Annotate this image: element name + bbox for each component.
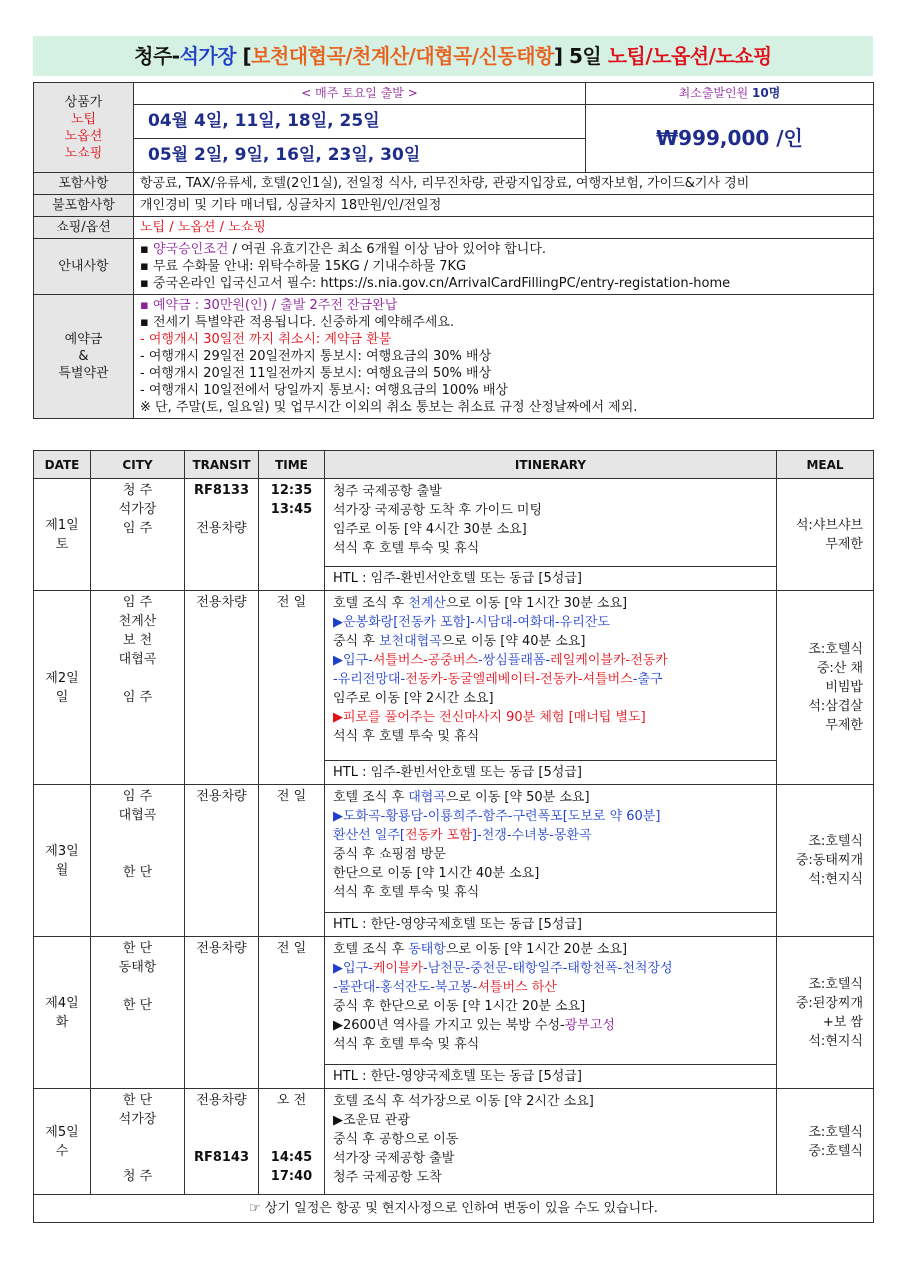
day-weekday: 화 bbox=[55, 1014, 69, 1030]
meal: 석:삼겹살 bbox=[808, 699, 863, 714]
guide-item bbox=[140, 241, 867, 258]
day1-time bbox=[259, 479, 325, 591]
day2-meal bbox=[777, 591, 874, 785]
day5-transit bbox=[185, 1089, 259, 1195]
itinerary-line: 석가장 국제공항 출발 bbox=[333, 1151, 455, 1166]
itinerary-line: ▶조운묘 관광 bbox=[333, 1113, 410, 1128]
itinerary-line: 중식 후 한단으로 이동 [약 1시간 20분 소요] bbox=[333, 999, 586, 1014]
cancel-rule: - 여행개시 20일전 11일전까지 통보시: 여행요금의 50% 배상 bbox=[140, 366, 492, 381]
deposit-amount: ▪ 예약금 : 30만원(인) / 출발 2주전 잔금완납 bbox=[140, 297, 867, 314]
guide-passport: / 여권 유효기간은 최소 6개월 이상 남아 있어야 합니다. bbox=[228, 242, 547, 257]
itinerary-line bbox=[333, 1016, 770, 1035]
day1-cities bbox=[91, 479, 185, 591]
text: 호텔 조식 후 bbox=[333, 942, 409, 957]
product-tag-notip: 노팁 bbox=[70, 111, 97, 127]
day3-date bbox=[34, 785, 91, 937]
day4-time: 전 일 bbox=[259, 937, 325, 1089]
special-terms-label: 특별약관 bbox=[58, 366, 109, 381]
transport-name: 셔틀버스 하산 bbox=[477, 980, 557, 995]
itinerary-line: 석식 후 호텔 투숙 및 휴식 bbox=[333, 885, 480, 900]
city: 임 주 bbox=[122, 595, 153, 610]
text: 으로 이동 [약 50분 소요] bbox=[445, 790, 590, 805]
min-pax-cell bbox=[586, 83, 874, 105]
deposit-label-cell bbox=[34, 295, 134, 419]
day4-transit: 전용차량 bbox=[185, 937, 259, 1089]
city: 청 주 bbox=[122, 483, 153, 498]
transport-name: 전동카-동굴엘레베이터-전동카-셔틀버스 bbox=[405, 672, 633, 687]
guide-cell bbox=[134, 239, 874, 295]
meal: 조:호텔식 bbox=[808, 976, 863, 992]
text: -출구 bbox=[632, 672, 663, 687]
deposit-label: 예약금 bbox=[64, 332, 103, 347]
text: 으로 이동 [약 1시간 30분 소요] bbox=[445, 596, 628, 611]
day-number: 제3일 bbox=[45, 843, 79, 859]
guide-item: ▪ 중국온라인 입국신고서 필수: https://s.nia.gov.cn/ArrivalCardFillingPC/entry-registation-home bbox=[140, 275, 867, 292]
header-meal: MEAL bbox=[777, 451, 874, 479]
price: ₩999,000 /인 bbox=[586, 105, 874, 173]
itinerary-line: 석가장 국제공항 도착 후 가이드 미팅 bbox=[333, 503, 543, 518]
time: 12:35 bbox=[270, 483, 313, 498]
text: 으로 이동 [약 1시간 20분 소요] bbox=[445, 942, 628, 957]
transport-name: 레일케이블카-전동카 bbox=[550, 653, 668, 668]
deposit-label-amp: & bbox=[78, 349, 89, 364]
title-sights: 보천대협곡/천계산/대협곡/신동태항 bbox=[251, 44, 554, 68]
itinerary-line: ▶도화곡-황룡담-이룡희주-함주-구련폭포[도보로 약 60분] bbox=[333, 809, 661, 824]
time: 오 전 bbox=[276, 1093, 307, 1108]
day3-time: 전 일 bbox=[259, 785, 325, 937]
transport-name: 전동카 포함 bbox=[405, 828, 472, 843]
day4-cities bbox=[91, 937, 185, 1089]
city: 석가장 bbox=[118, 502, 157, 517]
itinerary-line bbox=[333, 594, 770, 613]
meal: 조:호텔식 bbox=[808, 642, 863, 657]
day2-itinerary bbox=[325, 591, 777, 761]
departure-info: < 매주 토요일 출발 > bbox=[134, 83, 586, 105]
title-origin: 청주- bbox=[134, 44, 180, 68]
meal: 석:현지식 bbox=[808, 872, 863, 887]
city: 한 단 bbox=[122, 998, 153, 1013]
meal: 조:호텔식 bbox=[808, 1124, 863, 1140]
time: 13:45 bbox=[270, 502, 313, 517]
city: 한 단 bbox=[122, 1093, 153, 1108]
itinerary-line bbox=[333, 670, 770, 689]
day3-transit: 전용차량 bbox=[185, 785, 259, 937]
meal: 중:된장찌개 bbox=[795, 995, 863, 1011]
title-bracket-open: [ bbox=[236, 44, 252, 68]
day5-date bbox=[34, 1089, 91, 1195]
day5-itinerary bbox=[325, 1089, 777, 1195]
day1-itinerary bbox=[325, 479, 777, 567]
text: ▶2600년 역사를 가지고 있는 북방 수성- bbox=[333, 1018, 565, 1033]
day1-meal bbox=[777, 479, 874, 591]
header-date: DATE bbox=[34, 451, 91, 479]
text: 호텔 조식 후 bbox=[333, 596, 409, 611]
itinerary-line: 중식 후 공항으로 이동 bbox=[333, 1132, 459, 1147]
day2-cities bbox=[91, 591, 185, 785]
cancel-rule: - 여행개시 29일전 20일전까지 통보시: 여행요금의 30% 배상 bbox=[140, 349, 492, 364]
meal: 중:산 채 bbox=[816, 661, 863, 676]
sight-name: 보천대협곡 bbox=[378, 634, 442, 649]
day3-itinerary bbox=[325, 785, 777, 913]
itinerary-line: 한단으로 이동 [약 1시간 40분 소요] bbox=[333, 866, 540, 881]
city: 석가장 bbox=[118, 1112, 157, 1127]
text: -쌍심플래폼- bbox=[477, 653, 551, 668]
day1-date bbox=[34, 479, 91, 591]
product-info-table bbox=[33, 82, 874, 419]
day4-date bbox=[34, 937, 91, 1089]
city: 보 천 bbox=[122, 633, 153, 648]
day-weekday: 토 bbox=[55, 536, 69, 552]
day2-hotel: HTL : 임주-환빈서안호텔 또는 동급 [5성급] bbox=[325, 761, 777, 785]
guide-approval: 양국승인조건 bbox=[152, 242, 229, 257]
day2-transit: 전용차량 bbox=[185, 591, 259, 785]
day2-date bbox=[34, 591, 91, 785]
day2-time: 전 일 bbox=[259, 591, 325, 785]
deposit-cell bbox=[134, 295, 874, 419]
meal: 중:동태찌개 bbox=[795, 853, 863, 868]
header-itinerary: ITINERARY bbox=[325, 451, 777, 479]
title-duration: ] 5일 bbox=[553, 44, 608, 68]
itinerary-line: 호텔 조식 후 석가장으로 이동 [약 2시간 소요] bbox=[333, 1094, 594, 1109]
city: 임 주 bbox=[122, 521, 153, 536]
city: 임 주 bbox=[122, 789, 153, 804]
text: -불관대-홍석잔도-북고봉- bbox=[333, 980, 478, 995]
itinerary-table bbox=[33, 450, 874, 1223]
day3-cities bbox=[91, 785, 185, 937]
include-label: 포함사항 bbox=[34, 173, 134, 195]
day5-time bbox=[259, 1089, 325, 1195]
header-city: CITY bbox=[91, 451, 185, 479]
product-tag-noshopping: 노쇼핑 bbox=[64, 145, 103, 161]
product-price-label-cell bbox=[34, 83, 134, 173]
city: 임 주 bbox=[122, 690, 153, 705]
itinerary-line: 석식 후 호텔 투숙 및 휴식 bbox=[333, 1037, 480, 1052]
page-title bbox=[33, 36, 873, 76]
meal: 비빔밥 bbox=[825, 680, 863, 695]
min-pax-label: 최소출발인원 bbox=[678, 86, 753, 100]
meal: 중:호텔식 bbox=[808, 1143, 863, 1159]
day1-hotel: HTL : 임주-환빈서안호텔 또는 동급 [5성급] bbox=[325, 567, 777, 591]
itinerary-line: 임주로 이동 [약 4시간 30분 소요] bbox=[333, 522, 527, 537]
itinerary-line bbox=[333, 978, 770, 997]
itinerary-line: 임주로 이동 [약 2시간 소요] bbox=[333, 691, 494, 706]
day5-cities bbox=[91, 1089, 185, 1195]
city: 한 단 bbox=[122, 941, 153, 956]
day1-transit bbox=[185, 479, 259, 591]
text: ▶입구- bbox=[333, 961, 373, 976]
day3-meal bbox=[777, 785, 874, 937]
guide-list bbox=[140, 241, 867, 292]
time: 14:45 bbox=[270, 1150, 313, 1165]
meal: 석:현지식 bbox=[808, 1033, 863, 1049]
meal: 석:샤브샤브 bbox=[795, 517, 863, 533]
include-text: 항공료, TAX/유류세, 호텔(2인1실), 전일정 식사, 리무진차량, 관광지입장료, 여행자보험, 가이드&기사 경비 bbox=[134, 173, 874, 195]
shopping-text: 노팁 / 노옵션 / 노쇼핑 bbox=[134, 217, 874, 239]
day-weekday: 일 bbox=[55, 689, 69, 705]
schedule-change-notice: ☞ 상기 일정은 항공 및 현지사정으로 인하여 변동이 있을 수도 있습니다. bbox=[34, 1195, 874, 1223]
cancel-rule: - 여행개시 30일전 까지 취소시: 계약금 환불 bbox=[140, 332, 392, 347]
sight-name: 광부고성 bbox=[564, 1018, 615, 1033]
meal: 조:호텔식 bbox=[808, 834, 863, 849]
day-weekday: 수 bbox=[55, 1143, 69, 1159]
itinerary-line: 석식 후 호텔 투숙 및 휴식 bbox=[333, 541, 480, 556]
sight-name: 대협곡 bbox=[408, 790, 446, 805]
itinerary-line: 청주 국제공항 출발 bbox=[333, 484, 442, 499]
guide-label: 안내사항 bbox=[34, 239, 134, 295]
time: 17:40 bbox=[270, 1169, 313, 1184]
title-destination: 석가장 bbox=[179, 44, 237, 68]
transit-vehicle: 전용차량 bbox=[196, 1093, 247, 1108]
day4-meal bbox=[777, 937, 874, 1089]
city: 한 단 bbox=[122, 865, 153, 880]
shopping-label: 쇼핑/옵션 bbox=[34, 217, 134, 239]
transport-name: 케이블카 bbox=[372, 961, 424, 976]
itinerary-line: ▶피로를 풀어주는 전신마사지 90분 체험 [매너팁 별도] bbox=[333, 710, 646, 725]
day-number: 제1일 bbox=[45, 517, 79, 533]
city: 대협곡 bbox=[118, 808, 157, 823]
header-time: TIME bbox=[259, 451, 325, 479]
day-number: 제2일 bbox=[45, 670, 79, 686]
transport-name: 셔틀버스-공중버스 bbox=[372, 653, 478, 668]
text: 으로 이동 [약 40분 소요] bbox=[441, 634, 586, 649]
text: 중식 후 bbox=[333, 634, 379, 649]
city: 대협곡 bbox=[118, 652, 157, 667]
itinerary-line: 중식 후 쇼핑점 방문 bbox=[333, 847, 446, 862]
dates-april: 04월 4일, 11일, 18일, 25일 bbox=[134, 105, 586, 139]
sight-name: 동태항 bbox=[408, 942, 446, 957]
exclude-label: 불포함사항 bbox=[34, 195, 134, 217]
day3-hotel: HTL : 한단-영양국제호텔 또는 동급 [5성급] bbox=[325, 913, 777, 937]
city: 청 주 bbox=[122, 1169, 153, 1184]
text: 호텔 조식 후 bbox=[333, 790, 409, 805]
day-number: 제4일 bbox=[45, 995, 79, 1011]
itinerary-line: 석식 후 호텔 투숙 및 휴식 bbox=[333, 729, 480, 744]
itinerary-line bbox=[333, 632, 770, 651]
city: 동태항 bbox=[118, 960, 157, 975]
sight-name: 천계산 bbox=[408, 596, 446, 611]
text: ▶입구- bbox=[333, 653, 373, 668]
exclude-text: 개인경비 및 기타 매너팁, 싱글차지 18만원/인/전일정 bbox=[134, 195, 874, 217]
charter-terms: ▪ 전세기 특별약관 적용됩니다. 신중하게 예약해주세요. bbox=[140, 314, 867, 331]
product-tag-nooption: 노옵션 bbox=[64, 128, 103, 144]
cancel-note: ※ 단, 주말(토, 일요일) 및 업무시간 이외의 취소 통보는 취소료 규정 산정날짜에서 제외. bbox=[140, 400, 638, 415]
day-weekday: 월 bbox=[55, 862, 69, 878]
city: 천계산 bbox=[118, 614, 157, 629]
itinerary-line: 청주 국제공항 도착 bbox=[333, 1170, 442, 1185]
text: -유리전망대- bbox=[333, 672, 406, 687]
title-tags: 노팁/노옵션/노쇼핑 bbox=[607, 44, 772, 68]
deposit-list bbox=[140, 297, 867, 331]
itinerary-line bbox=[333, 959, 770, 978]
itinerary-line: ▶운봉화랑[전동카 포함]-시담대-여화대-유리잔도 bbox=[333, 615, 610, 630]
flight-number: RF8143 bbox=[193, 1150, 250, 1165]
guide-item: ▪ 무료 수화물 안내: 위탁수하물 15KG / 기내수하물 7KG bbox=[140, 258, 867, 275]
text: 환산선 일주[ bbox=[333, 828, 405, 843]
flight-number: RF8133 bbox=[193, 483, 250, 498]
day4-itinerary bbox=[325, 937, 777, 1065]
text: ]-천갱-수녀봉-몽환곡 bbox=[471, 828, 592, 843]
meal: +보 쌈 bbox=[822, 1014, 863, 1030]
meal: 무제한 bbox=[825, 536, 863, 552]
text: -남천문-중천문-태항일주-태항천폭-천척장성 bbox=[423, 961, 673, 976]
itinerary-line bbox=[333, 940, 770, 959]
cancel-rule: - 여행개시 10일전에서 당일까지 통보시: 여행요금의 100% 배상 bbox=[140, 383, 508, 398]
min-pax-value: 10명 bbox=[752, 86, 781, 100]
day5-meal bbox=[777, 1089, 874, 1195]
transit-vehicle: 전용차량 bbox=[196, 521, 247, 536]
itinerary-line bbox=[333, 788, 770, 807]
day4-hotel: HTL : 한단-영양국제호텔 또는 동급 [5성급] bbox=[325, 1065, 777, 1089]
dates-may: 05월 2일, 9일, 16일, 23일, 30일 bbox=[134, 139, 586, 173]
product-label: 상품가 bbox=[64, 94, 103, 110]
itinerary-line bbox=[333, 651, 770, 670]
meal: 무제한 bbox=[825, 718, 863, 733]
header-transit: TRANSIT bbox=[185, 451, 259, 479]
itinerary-line bbox=[333, 826, 770, 845]
day-number: 제5일 bbox=[45, 1124, 79, 1140]
